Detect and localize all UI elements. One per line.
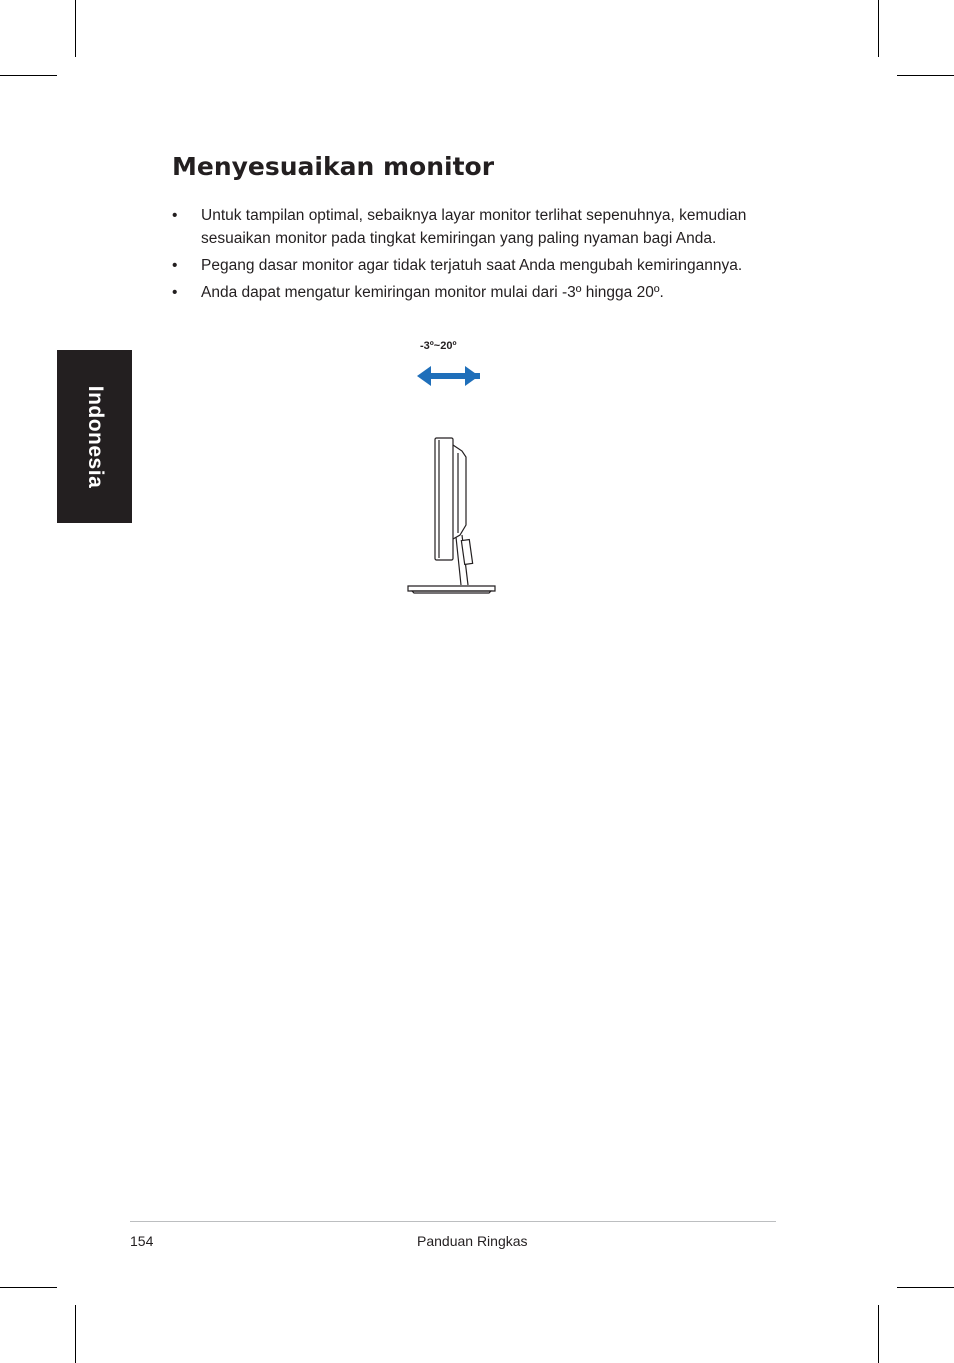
tilt-angle-label: -3º~20º (420, 340, 457, 352)
instruction-list (172, 204, 787, 308)
double-arrow-icon (417, 366, 480, 386)
crop-mark (897, 75, 954, 76)
footer-divider (130, 1221, 776, 1222)
language-side-tab (57, 350, 132, 523)
language-tab-label: Indonesia (83, 385, 107, 488)
crop-mark (0, 75, 57, 76)
bullet-marker: • (172, 207, 178, 224)
bullet-marker: • (172, 257, 178, 274)
monitor-side-view-icon (400, 335, 510, 600)
crop-mark (0, 1287, 57, 1288)
bullet-marker: • (172, 284, 178, 301)
list-item (172, 254, 787, 277)
list-item (172, 281, 787, 304)
crop-mark (75, 1305, 76, 1363)
page-title: Menyesuaikan monitor (172, 152, 495, 181)
list-item-text: Anda dapat mengatur kemiringan monitor mulai dari -3º hingga 20º. (201, 284, 664, 301)
crop-mark (878, 0, 879, 57)
crop-mark (75, 0, 76, 57)
crop-mark (897, 1287, 954, 1288)
list-item (172, 204, 787, 250)
tilt-illustration (400, 335, 510, 600)
document-title: Panduan Ringkas (417, 1233, 528, 1249)
list-item-text: Untuk tampilan optimal, sebaiknya layar monitor terlihat sepenuhnya, kemudian sesuaikan monitor pada tingkat kemiringan yang paling nyaman bagi Anda. (201, 207, 747, 247)
page-number: 154 (130, 1233, 154, 1249)
crop-mark (878, 1305, 879, 1363)
list-item-text: Pegang dasar monitor agar tidak terjatuh saat Anda mengubah kemiringannya. (201, 257, 743, 274)
